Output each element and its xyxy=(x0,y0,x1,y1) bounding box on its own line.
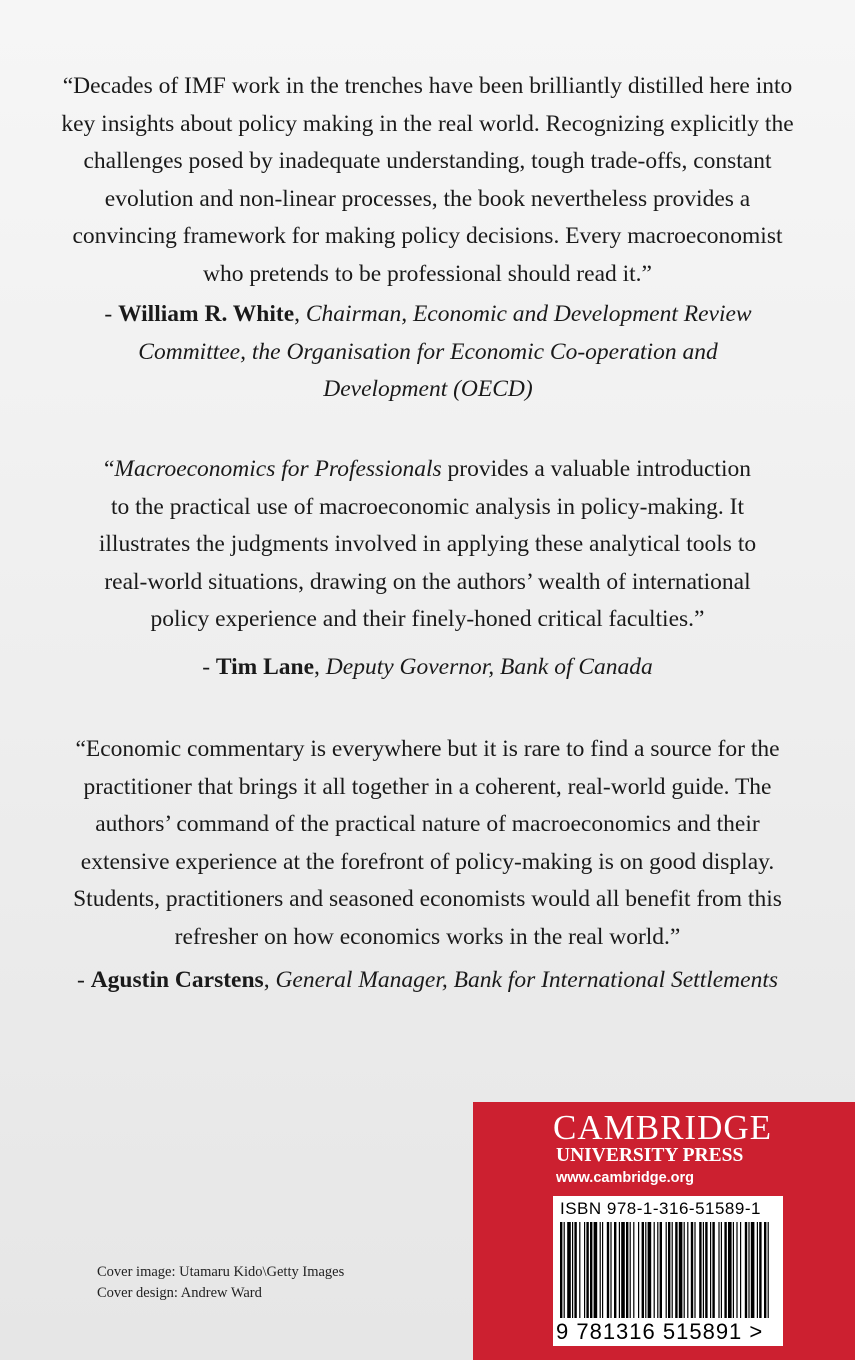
barcode-bar xyxy=(654,1222,655,1318)
barcode-bar xyxy=(691,1222,693,1318)
barcode-bar xyxy=(733,1222,734,1318)
barcode-bar xyxy=(694,1222,695,1318)
quote-2-open-quote: “ xyxy=(103,456,115,482)
attribution-separator: , xyxy=(314,654,326,680)
publisher-url: www.cambridge.org xyxy=(556,1170,695,1186)
barcode-bar xyxy=(768,1222,769,1318)
barcode-bar xyxy=(602,1222,603,1318)
quote-1-affiliation: Chairman, Economic and Development Review Committee, the Organisation for Economic Co-operation and Development (OECD) xyxy=(138,301,752,402)
barcode-bar xyxy=(740,1222,741,1318)
cover-image-credit: Cover image: Utamaru Kido\Getty Images xyxy=(97,1264,345,1280)
barcode-bar xyxy=(642,1222,644,1318)
quote-3-text: “Economic commentary is everywhere but it is rare to find a source for the practitioner that brings it all together in a coherent, real-world guide. The authors’ command of the practical nature of macroeconomics and their extensive experience at the forefront of policy-making is on good display. Students, practitioners and seasoned economists would all benefit from this refresher on how economics works in the real world.” xyxy=(73,736,782,950)
barcode-bar xyxy=(718,1222,719,1318)
quote-1-attribution xyxy=(78,296,778,409)
barcode-bar xyxy=(764,1222,766,1318)
barcode-bar xyxy=(645,1222,646,1318)
quote-2-book-title: Macroeconomics for Professionals xyxy=(114,456,442,482)
barcode-bar xyxy=(607,1222,609,1318)
quote-3-affiliation: General Manager, Bank for International Settlements xyxy=(275,967,779,993)
barcode-bar xyxy=(660,1222,662,1318)
isbn-label: ISBN 978-1-316-51589-1 xyxy=(560,1199,761,1218)
barcode-bar xyxy=(684,1222,685,1318)
quote-1-text: “Decades of IMF work in the trenches have been brilliantly distilled here into key insights about policy making in the real world. Recognizing explicitly the challenges posed by inadequate understanding, tough trade-offs, constant evolution and non-linear processes, the book nevertheless provides a convincing framework for making policy decisions. Every macroeconomist who pretends to be professional should read it.” xyxy=(61,73,794,287)
barcode-bar xyxy=(666,1222,667,1318)
publisher-name: CAMBRIDGE xyxy=(553,1108,773,1147)
quote-2-attribution xyxy=(60,649,795,687)
barcode-bar xyxy=(621,1222,625,1318)
cover-design-credit: Cover design: Andrew Ward xyxy=(97,1285,262,1301)
barcode-bar xyxy=(594,1222,598,1318)
barcode-bar xyxy=(648,1222,652,1318)
barcode-bar xyxy=(630,1222,631,1318)
barcode-bar xyxy=(736,1222,737,1318)
quote-2-text xyxy=(95,451,760,639)
attribution-separator: , xyxy=(263,967,276,993)
quote-3-attribution xyxy=(40,962,815,1000)
barcode-bar xyxy=(610,1222,611,1318)
barcode-bar xyxy=(586,1222,588,1318)
barcode-bar xyxy=(745,1222,747,1318)
barcode-bar xyxy=(600,1222,601,1318)
barcode-bar xyxy=(574,1222,576,1318)
attribution-separator: , xyxy=(294,301,306,327)
attribution-dash: - xyxy=(104,301,119,327)
barcode-bar xyxy=(638,1222,639,1318)
barcode-bar xyxy=(687,1222,688,1318)
barcode-bar xyxy=(619,1222,620,1318)
barcode-bar xyxy=(579,1222,580,1318)
barcode-bar xyxy=(705,1222,707,1318)
barcode-bar xyxy=(668,1222,670,1318)
barcode-bar xyxy=(712,1222,714,1318)
barcode-bar xyxy=(675,1222,677,1318)
quote-2-affiliation: Deputy Governor, Bank of Canada xyxy=(325,654,653,680)
barcode-bar xyxy=(626,1222,628,1318)
quote-2-body: provides a valuable introduction to the practical use of macroeconomic analysis in policy-making. It illustrates the judgments involved in applying these analytical tools to real-world situations, drawing on the authors’ wealth of international policy experience and their finely-honed critical faculties.” xyxy=(98,456,757,632)
barcode-bar xyxy=(567,1222,571,1318)
barcode-bar xyxy=(699,1222,701,1318)
quote-1-author: William R. White xyxy=(118,301,295,327)
barcode-bar xyxy=(657,1222,658,1318)
barcode-bar xyxy=(710,1222,711,1318)
publisher-press: UNIVERSITY PRESS xyxy=(556,1145,744,1166)
barcode-bar xyxy=(633,1222,634,1318)
quote-3-author: Agustin Carstens xyxy=(90,967,264,993)
barcode-bar xyxy=(703,1222,704,1318)
barcode-bar xyxy=(721,1222,722,1318)
barcode-bar xyxy=(757,1222,758,1318)
attribution-dash: - xyxy=(202,654,216,680)
barcode-bar xyxy=(728,1222,732,1318)
barcode-bar xyxy=(590,1222,592,1318)
barcode-icon xyxy=(560,1222,776,1322)
barcode-bar xyxy=(724,1222,726,1318)
quote-2-author: Tim Lane xyxy=(215,654,315,680)
barcode-bar xyxy=(560,1222,562,1318)
cover-credits xyxy=(97,1262,344,1304)
barcode-bar xyxy=(572,1222,573,1318)
attribution-dash: - xyxy=(76,967,91,993)
barcode-bar xyxy=(751,1222,755,1318)
barcode-bar xyxy=(584,1222,585,1318)
barcode-bar xyxy=(679,1222,683,1318)
barcode-bar xyxy=(564,1222,565,1318)
barcode-bar xyxy=(672,1222,673,1318)
barcode-digits: 9 781316 515891 > xyxy=(556,1319,764,1344)
barcode-bar xyxy=(748,1222,749,1318)
barcode-bar xyxy=(614,1222,616,1318)
barcode-bar xyxy=(759,1222,761,1318)
